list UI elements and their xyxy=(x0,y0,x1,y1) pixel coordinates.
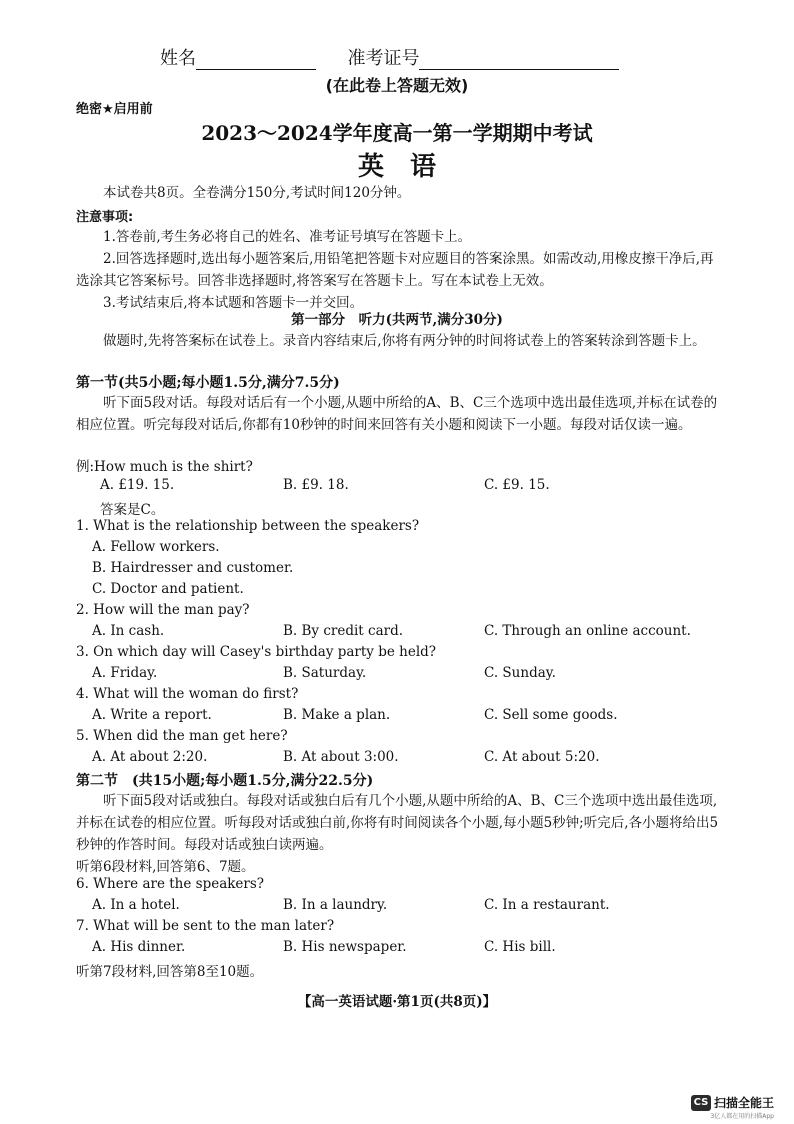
example-option-b: B. £9. 18. xyxy=(283,477,349,493)
q2-option-b: B. By credit card. xyxy=(283,623,404,639)
example-option-c: C. £9. 15. xyxy=(484,477,550,493)
q3-option-c: C. Sunday. xyxy=(484,665,556,681)
question-1: 1. What is the relationship between the speakers? xyxy=(76,518,420,534)
section1-instruction: 听下面5段对话。每段对话后有一个小题,从题中所给的A、B、C三个选项中选出最佳选项,并标在试卷的相应位置。听完每段对话后,你都有10秒钟的时间来回答有关小题和阅读下一小题。每段对话仅读一遍。 xyxy=(76,395,718,433)
q5-option-b: B. At about 3:00. xyxy=(283,749,399,765)
q5-option-c: C. At about 5:20. xyxy=(484,749,600,765)
material-7-label: 听第7段材料,回答第8至10题。 xyxy=(76,964,264,980)
scanner-watermark xyxy=(691,1092,774,1111)
q6-option-a: A. In a hotel. xyxy=(92,897,180,913)
q5-option-a: A. At about 2:20. xyxy=(92,749,208,765)
question-3: 3. On which day will Casey's birthday party be held? xyxy=(76,644,437,660)
cs-logo-icon: CS xyxy=(691,1095,711,1111)
question-6: 6. Where are the speakers? xyxy=(76,876,265,892)
q6-option-b: B. In a laundry. xyxy=(283,897,388,913)
subject-title: 英 语 xyxy=(357,152,436,182)
exam-title: 2023～2024学年度高一第一学期期中考试 xyxy=(201,121,593,145)
intro-text: 本试卷共8页。全卷满分150分,考试时间120分钟。 xyxy=(103,185,411,201)
part1-instruction: 做题时,先将答案标在试卷上。录音内容结束后,你将有两分钟的时间将试卷上的答案转涂到答题卡上。 xyxy=(103,333,706,349)
q7-option-a: A. His dinner. xyxy=(92,939,186,955)
material-6-label: 听第6段材料,回答第6、7题。 xyxy=(76,859,255,875)
name-label: 姓名 xyxy=(160,48,196,69)
section2-title: 第二节 (共15小题;每小题1.5分,满分22.5分) xyxy=(76,773,374,789)
q1-option-b: B. Hairdresser and customer. xyxy=(92,560,294,576)
example-answer: 答案是C。 xyxy=(100,502,165,518)
question-7: 7. What will be sent to the man later? xyxy=(76,918,335,934)
q1-option-a: A. Fellow workers. xyxy=(92,539,220,555)
scanner-tagline: 3亿人都在用的扫描App xyxy=(710,1113,774,1120)
q4-option-b: B. Make a plan. xyxy=(283,707,391,723)
q1-option-c: C. Doctor and patient. xyxy=(92,581,244,597)
notes-title: 注意事项: xyxy=(76,210,134,225)
q4-option-c: C. Sell some goods. xyxy=(484,707,618,723)
candidate-info-row xyxy=(160,44,619,70)
section1-title: 第一节(共5小题;每小题1.5分,满分7.5分) xyxy=(76,375,340,391)
name-blank xyxy=(196,49,316,70)
example-option-a: A. £19. 15. xyxy=(100,477,175,493)
scanner-app-name: 扫描全能王 xyxy=(713,1096,774,1110)
q7-option-b: B. His newspaper. xyxy=(283,939,407,955)
page-footer: 【高一英语试题·第1页(共8页)】 xyxy=(297,994,497,1010)
q2-option-a: A. In cash. xyxy=(92,623,165,639)
question-2: 2. How will the man pay? xyxy=(76,602,250,618)
part1-title: 第一部分 听力(共两节,满分30分) xyxy=(291,312,503,328)
q6-option-c: C. In a restaurant. xyxy=(484,897,610,913)
q7-option-c: C. His bill. xyxy=(484,939,556,955)
question-5: 5. When did the man get here? xyxy=(76,728,288,744)
q4-option-a: A. Write a report. xyxy=(92,707,212,723)
note-item-2: 2.回答选择题时,选出每小题答案后,用铅笔把答题卡对应题目的答案涂黑。如需改动,用橡皮擦干净后,再选涂其它答案标号。回答非选择题时,将答案写在答题卡上。写在本试卷上无效。 xyxy=(76,251,714,289)
example-question: 例:How much is the shirt? xyxy=(76,459,253,475)
q2-option-c: C. Through an online account. xyxy=(484,623,691,639)
id-blank xyxy=(419,49,619,70)
q3-option-a: A. Friday. xyxy=(92,665,158,681)
note-item-1: 1.答卷前,考生务必将自己的姓名、准考证号填写在答题卡上。 xyxy=(103,229,472,245)
secret-label: 绝密★启用前 xyxy=(76,102,153,117)
q3-option-b: B. Saturday. xyxy=(283,665,367,681)
section2-instruction: 听下面5段对话或独白。每段对话或独白后有几个小题,从题中所给的A、B、C三个选项中选出最佳选项,并标在试卷的相应位置。听每段对话或独白前,你将有时间阅读各个小题,每小题5秒钟;听完后,各小题将给出5秒钟的作答时间。每段对话或独白读两遍。 xyxy=(76,793,719,853)
no-answer-notice: (在此卷上答题无效) xyxy=(325,76,469,95)
note-item-3: 3.考试结束后,将本试题和答题卡一并交回。 xyxy=(103,295,364,311)
id-label: 准考证号 xyxy=(347,48,420,69)
question-4: 4. What will the woman do first? xyxy=(76,686,299,702)
